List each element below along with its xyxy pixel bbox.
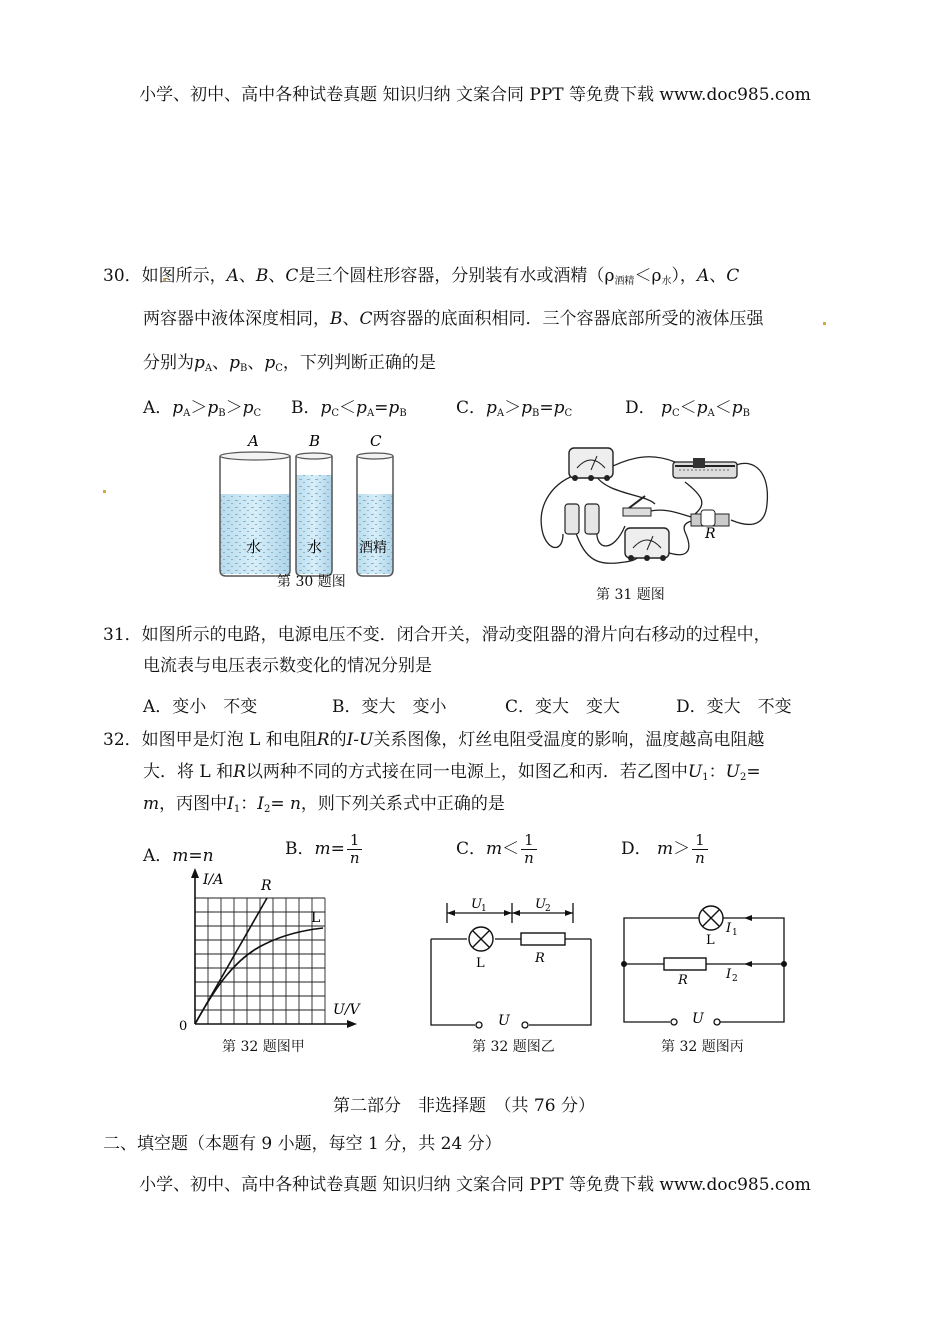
liquid-a-label: 水: [246, 538, 262, 556]
var: m: [314, 839, 331, 859]
curve-l-label: L: [311, 910, 321, 926]
rheostat: [673, 458, 737, 478]
y-axis-arrow: [191, 868, 199, 878]
q31-line-2: 电流表与电压表示数变化的情况分别是: [143, 656, 432, 676]
var: p: [486, 398, 497, 418]
op: =: [330, 839, 345, 859]
q32-sub: 2: [263, 804, 271, 815]
i1-arrow: [744, 915, 752, 921]
q30-line-1: [103, 266, 739, 292]
q30-text: 如图所示，: [141, 266, 227, 286]
q31-option-b[interactable]: B．变大 变小: [332, 697, 447, 717]
option-letter: A．: [143, 398, 173, 418]
q30-sub: C: [275, 363, 283, 374]
q32-series-circuit: [425, 895, 595, 1035]
label-c: C: [370, 432, 382, 450]
q32-line-1: [103, 730, 764, 750]
q30-option-b[interactable]: [291, 393, 407, 419]
q30-var: p: [264, 353, 276, 373]
frac-num: 1: [347, 832, 363, 850]
liquid-c-label: 酒精: [359, 540, 387, 556]
sub: B: [742, 408, 750, 419]
q32-text: ：: [708, 762, 726, 782]
q32-graph-caption: 第 32 题图甲: [222, 1039, 305, 1055]
q30-option-c[interactable]: [456, 393, 572, 419]
option-letter: B．: [285, 839, 315, 859]
q32-text: 以两种不同的方式接在同一电源上，如图乙和丙．若乙图中: [245, 762, 688, 782]
q30-caption: 第 30 题图: [277, 574, 346, 590]
sub: B: [399, 408, 407, 419]
q32-parallel-caption: 第 32 题图丙: [661, 1039, 744, 1055]
q30-text: 、: [238, 266, 256, 286]
sub: B: [532, 408, 540, 419]
x-axis-label: U/V: [333, 1002, 360, 1018]
sub: A: [496, 408, 505, 419]
q32-line-3: [143, 794, 505, 820]
q30-sub: A: [204, 363, 213, 374]
option-letter: C．: [456, 839, 487, 859]
q30-number: 30．: [103, 266, 142, 286]
q30-rho: ρ: [651, 266, 662, 286]
terminal-right: [522, 1022, 528, 1028]
voltmeter-meter: [625, 528, 669, 561]
q32-var: U: [687, 762, 703, 782]
q32-var: U: [725, 762, 740, 782]
q30-text: ），: [671, 266, 697, 286]
q30-var: C: [285, 266, 299, 286]
frac-den: n: [349, 849, 360, 867]
sub: C: [671, 408, 680, 419]
q30-sub: B: [240, 363, 248, 374]
q31-text: 如图所示的电路，电源电压不变．闭合开关，滑动变阻器的滑片向右移动的过程中，: [141, 625, 771, 645]
op: ＜: [339, 398, 357, 418]
var: p: [242, 398, 254, 418]
label-a: A: [248, 432, 259, 450]
q32-option-c[interactable]: [456, 832, 537, 867]
q30-text: 、: [268, 266, 286, 286]
sub: A: [707, 408, 715, 419]
fraction: [347, 832, 363, 867]
q30-text: 、: [709, 266, 727, 286]
i1-sub: 1: [732, 928, 738, 938]
q30-option-a[interactable]: [143, 393, 261, 419]
u2-label: U: [535, 897, 546, 912]
q31-caption: 第 31 题图: [596, 587, 665, 603]
q30-text: 两容器的底面积相同．三个容器底部所受的液体压强: [372, 309, 764, 329]
q30-text: ＜: [634, 266, 652, 286]
u1-sub: 1: [481, 904, 487, 914]
q30-sub: 水: [661, 276, 672, 287]
q30-text: 、: [212, 353, 230, 373]
sub: C: [253, 408, 262, 419]
sub: A: [366, 408, 375, 419]
q32-sub: 1: [233, 804, 241, 815]
liquid-b-label: 水: [307, 538, 323, 556]
frac-num: 1: [692, 832, 708, 850]
q32-option-d[interactable]: [621, 832, 708, 867]
batteries: [565, 504, 599, 534]
var: p: [320, 398, 332, 418]
i2-label: I: [726, 967, 732, 982]
q30-text: ，下列判断正确的是: [282, 353, 436, 373]
var: p: [388, 398, 400, 418]
option-letter: C．: [456, 398, 487, 418]
section-title: 二、填空题（本题有 9 小题，每空 1 分，共 24 分）: [103, 1134, 502, 1154]
fraction: [521, 832, 537, 867]
q32-parallel-circuit: [618, 898, 793, 1032]
lamp-label: L: [476, 956, 485, 971]
q32-graph: [175, 868, 365, 1033]
q32-text: 的: [329, 730, 347, 750]
q32-sub: 2: [739, 772, 747, 783]
sub: C: [331, 408, 340, 419]
var: p: [661, 398, 672, 418]
q31-option-a[interactable]: A．变小 不变: [143, 697, 258, 717]
sub: B: [218, 408, 226, 419]
series-lamp: [469, 927, 493, 951]
terminal-left: [476, 1022, 482, 1028]
q32-text: 如图甲是灯泡 L 和电阻: [141, 730, 317, 750]
q30-var: B: [330, 309, 343, 329]
var: p: [696, 398, 708, 418]
q30-var: p: [194, 353, 205, 373]
q30-text: 是三个圆柱形容器，分别装有水或酒精（: [298, 266, 605, 286]
q32-text: =: [746, 762, 761, 782]
i2-sub: 2: [732, 974, 738, 984]
q30-rho: ρ: [604, 266, 615, 286]
var: n: [202, 846, 214, 866]
q32-var: I: [227, 794, 234, 814]
frac-den: n: [524, 849, 534, 867]
q30-var: p: [229, 353, 241, 373]
q30-option-d[interactable]: [625, 393, 750, 419]
op: ＞: [504, 398, 522, 418]
q30-sub: 酒精: [614, 276, 635, 287]
var: m: [172, 846, 189, 866]
q30-text: 、: [342, 309, 360, 329]
q32-number: 32．: [103, 730, 142, 750]
part2-title: 第二部分 非选择题 （共 76 分）: [333, 1096, 595, 1116]
junction-right: [781, 961, 787, 967]
u1-label: U: [471, 897, 482, 912]
q30-var: A: [696, 266, 710, 286]
op: ＜: [714, 398, 732, 418]
var: m: [486, 839, 503, 859]
q32-text: ，丙图中: [159, 794, 228, 814]
series-resistor: [521, 933, 565, 945]
resistor-label: R: [535, 951, 545, 966]
u2-sub: 2: [545, 904, 551, 914]
q32-var: m: [143, 794, 160, 814]
q32-text: =: [270, 794, 290, 814]
q32-text: ，则下列关系式中正确的是: [300, 794, 505, 814]
q32-text: 大．将 L 和: [143, 762, 234, 782]
i1-label: I: [726, 921, 732, 936]
op: ＞: [190, 398, 208, 418]
op: ＜: [502, 839, 520, 859]
q30-line-3: [143, 353, 436, 379]
decor-dot: [103, 490, 106, 493]
q32-line-2: [143, 762, 761, 788]
var: p: [172, 398, 184, 418]
q30-var: C: [726, 266, 740, 286]
curve-r-label: R: [261, 878, 272, 894]
page-header: 小学、初中、高中各种试卷真题 知识归纳 文案合同 PPT 等免费下载 www.doc985.com: [139, 85, 811, 105]
origin-label: 0: [179, 1019, 188, 1033]
q30-var: C: [359, 309, 373, 329]
q31-option-c[interactable]: C．变大 变大: [505, 697, 621, 717]
option-letter: D．: [625, 398, 656, 418]
i2-arrow: [744, 961, 752, 967]
q32-var: R: [233, 762, 246, 782]
container-c: [357, 453, 393, 576]
q30-text: 两容器中液体深度相同，: [143, 309, 330, 329]
q32-option-a[interactable]: [143, 841, 214, 866]
q32-text: 关系图像，灯丝电阻受温度的影响，温度越高电阻越: [373, 730, 765, 750]
frac-den: n: [695, 849, 705, 867]
lamp-label: L: [706, 933, 715, 948]
q30-var: A: [226, 266, 239, 286]
option-letter: B．: [291, 398, 321, 418]
source-label: U: [498, 1013, 510, 1029]
ammeter-meter: [569, 448, 613, 481]
q31-figure: [535, 434, 775, 584]
q30-var: B: [255, 266, 269, 286]
op: =: [374, 398, 389, 418]
terminal-left: [671, 1019, 677, 1025]
q32-option-b[interactable]: [285, 832, 362, 867]
decor-dot: [823, 322, 826, 325]
option-letter: A．: [143, 846, 173, 866]
terminal-right: [714, 1019, 720, 1025]
q32-series-caption: 第 32 题图乙: [472, 1039, 555, 1055]
sub: C: [564, 408, 573, 419]
q30-text: 分别为: [143, 353, 194, 373]
graph-grid: [195, 898, 325, 1024]
container-b: [296, 453, 332, 576]
q32-var: I-U: [346, 730, 374, 750]
x-axis-arrow: [347, 1020, 357, 1028]
resistor-label: R: [705, 526, 716, 542]
frac-num: 1: [521, 832, 537, 850]
q32-text: ：: [240, 794, 258, 814]
resistor-label: R: [678, 973, 688, 988]
var: p: [207, 398, 219, 418]
var: p: [356, 398, 367, 418]
y-axis-label: I/A: [203, 872, 224, 888]
op: ＞: [225, 398, 243, 418]
junction-left: [621, 961, 627, 967]
var: m: [657, 839, 674, 859]
op: =: [539, 398, 554, 418]
var: p: [731, 398, 743, 418]
q31-number: 31．: [103, 625, 142, 645]
source-label: U: [692, 1011, 704, 1027]
parallel-resistor: [664, 958, 706, 970]
q32-var: I: [257, 794, 264, 814]
fraction: [692, 832, 708, 867]
op: ＞: [673, 839, 691, 859]
option-letter: D．: [621, 839, 652, 859]
q32-sub: 1: [702, 772, 709, 783]
var: p: [521, 398, 533, 418]
page-footer: 小学、初中、高中各种试卷真题 知识归纳 文案合同 PPT 等免费下载 www.doc985.com: [139, 1175, 811, 1195]
container-a: [220, 452, 290, 576]
op: ＜: [679, 398, 697, 418]
q31-line-1: [103, 625, 771, 645]
parallel-lamp: [699, 906, 723, 930]
label-b: B: [309, 432, 321, 450]
q32-var: n: [289, 794, 301, 814]
var: p: [553, 398, 565, 418]
q30-text: 、: [247, 353, 265, 373]
q31-option-d[interactable]: D．变大 不变: [676, 697, 792, 717]
q32-var: R: [316, 730, 330, 750]
q30-line-2: [143, 309, 764, 329]
sub: A: [183, 408, 191, 419]
op: =: [188, 846, 203, 866]
